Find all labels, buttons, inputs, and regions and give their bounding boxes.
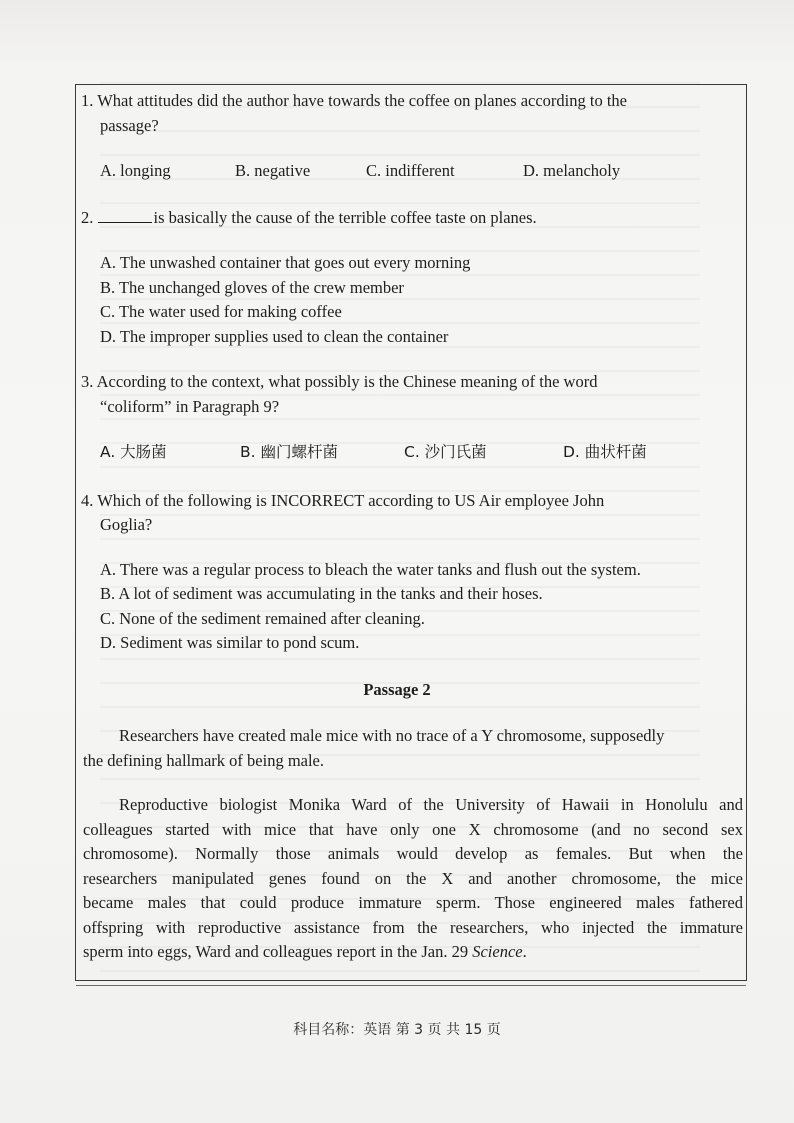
- passage-p2-line: chromosome). Normally those animals would develop as females. But when the: [83, 844, 743, 863]
- q1-option-d: D. melancholy: [523, 161, 621, 180]
- q1-stem-line1: 1. What attitudes did the author have towards the coffee on planes according to the: [81, 91, 628, 110]
- q2-option-b: B. The unchanged gloves of the crew member: [100, 278, 404, 297]
- q3-option-a: A. 大肠菌: [100, 443, 167, 461]
- q4-option-c: C. None of the sediment remained after cleaning.: [100, 609, 425, 628]
- journal-name: Science: [472, 942, 523, 961]
- passage-p2-line: offspring with reproductive assistance from the researchers, who injected the immature: [83, 917, 743, 937]
- q4-stem-line1: 4. Which of the following is INCORRECT according to US Air employee John: [81, 491, 605, 510]
- page-footer: 科目名称：英语 第 3 页 共 15 页: [293, 1022, 501, 1038]
- passage-p2-last-line: [83, 940, 743, 965]
- q1-option-a: A. longing: [100, 161, 171, 180]
- passage-p1-line2: the defining hallmark of being male.: [83, 751, 325, 770]
- q4-option-a: A. There was a regular process to bleach the water tanks and flush out the system.: [100, 560, 641, 579]
- q4-stem-line2: Goglia?: [100, 515, 153, 534]
- q1-option-c: C. indifferent: [366, 161, 455, 180]
- q3-stem-line1: 3. According to the context, what possibly is the Chinese meaning of the word: [81, 372, 598, 391]
- q4-option-b: B. A lot of sediment was accumulating in the tanks and their hoses.: [100, 584, 543, 603]
- q2-blank: [98, 207, 152, 223]
- q3-option-b: B. 幽门螺杆菌: [240, 443, 338, 461]
- passage-p2-line: Reproductive biologist Monika Ward of the University of Hawaii in Honolulu and: [119, 795, 743, 814]
- q1-option-b: B. negative: [235, 161, 311, 180]
- passage-p2-line: colleagues started with mice that have only one X chromosome (and no second sex: [83, 819, 743, 839]
- passage-title: Passage 2: [363, 680, 431, 699]
- q2-option-c: C. The water used for making coffee: [100, 302, 342, 321]
- q1-stem-line2: passage?: [100, 116, 159, 135]
- passage-p2: [83, 793, 743, 965]
- passage-p2-line: researchers manipulated genes found on the X and another chromosome, the mice: [83, 868, 743, 888]
- q3-option-d: D. 曲状杆菌: [563, 443, 647, 461]
- q2-stem: [81, 207, 537, 228]
- passage-p2-line: became males that could produce immature sperm. Those engineered males fathered: [83, 893, 743, 912]
- q2-stem-text: is basically the cause of the terrible coffee taste on planes.: [153, 208, 537, 227]
- q2-number: 2.: [81, 208, 94, 227]
- q2-option-a: A. The unwashed container that goes out every morning: [100, 253, 471, 272]
- frame-bottom-rule: [76, 985, 746, 986]
- q3-option-c: C. 沙门氏菌: [404, 443, 487, 461]
- passage-p2-last-text: sperm into eggs, Ward and colleagues report in the Jan. 29: [83, 942, 473, 961]
- q4-option-d: D. Sediment was similar to pond scum.: [100, 633, 360, 652]
- q2-option-d: D. The improper supplies used to clean the container: [100, 327, 449, 346]
- q3-stem-line2: “coliform” in Paragraph 9?: [100, 397, 280, 416]
- passage-p1-line1: Researchers have created male mice with no trace of a Y chromosome, supposedly: [119, 726, 665, 745]
- passage-p2-end: .: [522, 942, 527, 961]
